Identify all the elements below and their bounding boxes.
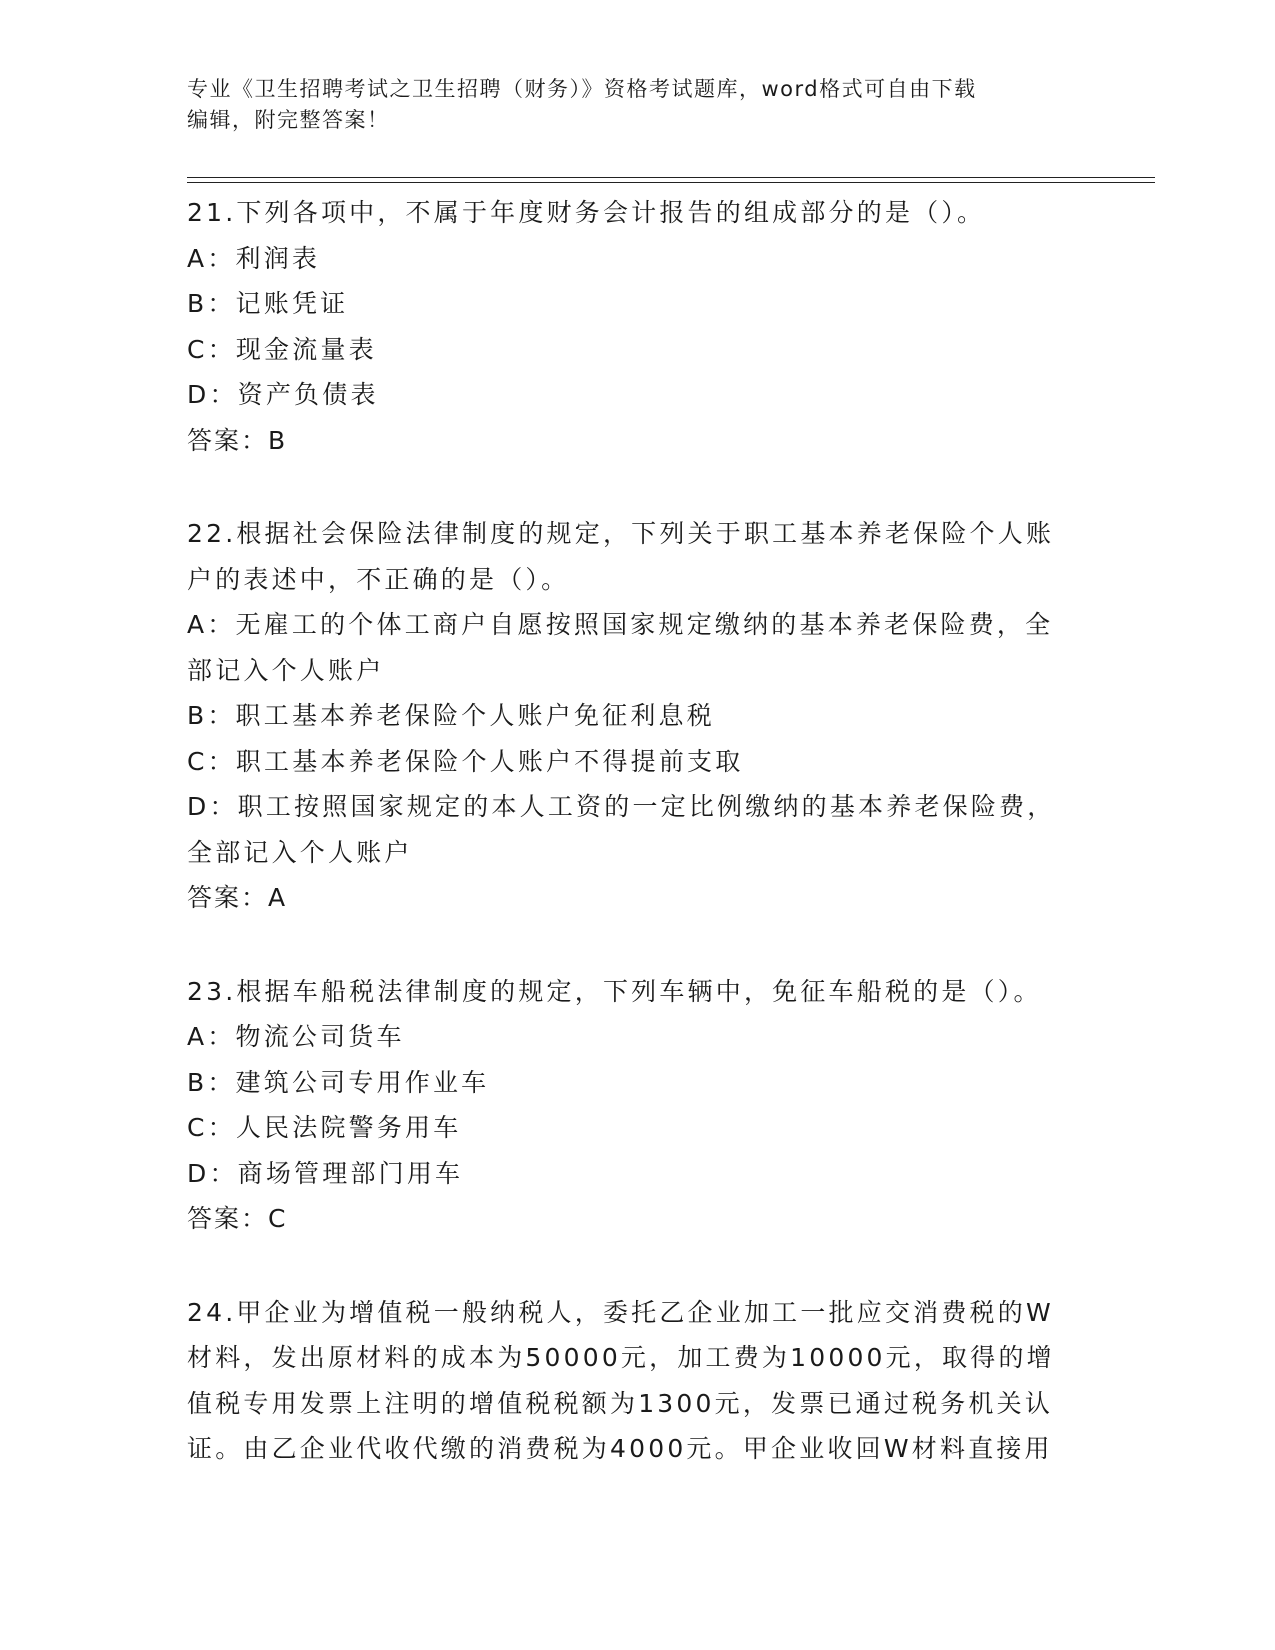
option-a: A：利润表 [187, 243, 321, 273]
option-b: B：记账凭证 [187, 289, 349, 318]
question-stem: 24.甲企业为增值税一般纳税人，委托乙企业加工一批应交消费税的W [187, 1297, 1054, 1327]
option-c: C：现金流量表 [187, 334, 377, 364]
spacer [187, 921, 1087, 969]
option-b: B：职工基本养老保险个人账户免征利息税 [187, 701, 715, 730]
option-a: A：无雇工的个体工商户自愿按照国家规定缴纳的基本养老保险费，全 [187, 610, 1054, 639]
question-stem-cont: 值税专用发票上注明的增值税税额为1300元，发票已通过税务机关认 [187, 1388, 1054, 1418]
question-24 [187, 1290, 1087, 1472]
header-divider-top [187, 177, 1155, 178]
answer: 答案：A [187, 883, 288, 912]
question-22 [187, 511, 1087, 921]
option-b: B：建筑公司专用作业车 [187, 1067, 490, 1097]
question-stem: 21.下列各项中，不属于年度财务会计报告的组成部分的是（）。 [187, 198, 986, 227]
header-line-2: 编辑，附完整答案！ [187, 108, 390, 132]
question-23 [187, 969, 1087, 1242]
option-d: D：资产负债表 [187, 380, 379, 409]
spacer [187, 463, 1087, 511]
question-stem: 23.根据车船税法律制度的规定，下列车辆中，免征车船税的是（）。 [187, 976, 1042, 1006]
answer: 答案：B [187, 425, 288, 455]
spacer [187, 1242, 1087, 1290]
header-divider-bottom [187, 182, 1155, 183]
question-stem: 22.根据社会保险法律制度的规定，下列关于职工基本养老保险个人账 [187, 519, 1055, 548]
document-header [187, 74, 1087, 136]
question-stem-cont: 材料，发出原材料的成本为50000元，加工费为10000元，取得的增 [187, 1343, 1055, 1372]
option-c: C：职工基本养老保险个人账户不得提前支取 [187, 746, 744, 776]
question-stem-cont: 户的表述中，不正确的是（）。 [187, 564, 570, 594]
option-d-cont: 全部记入个人账户 [187, 837, 413, 867]
question-list [187, 190, 1087, 1472]
option-a: A：物流公司货车 [187, 1022, 405, 1051]
option-d: D：商场管理部门用车 [187, 1158, 464, 1188]
header-line-1: 专业《卫生招聘考试之卫生招聘（财务）》资格考试题库，word格式可自由下载 [187, 77, 977, 101]
option-a-cont: 部记入个人账户 [187, 655, 385, 685]
answer: 答案：C [187, 1204, 288, 1233]
option-c: C：人民法院警务用车 [187, 1113, 462, 1142]
question-stem-cont: 证。由乙企业代收代缴的消费税为4000元。甲企业收回W材料直接用 [187, 1434, 1053, 1463]
option-d: D：职工按照国家规定的本人工资的一定比例缴纳的基本养老保险费， [187, 792, 1056, 821]
question-21 [187, 190, 1087, 463]
